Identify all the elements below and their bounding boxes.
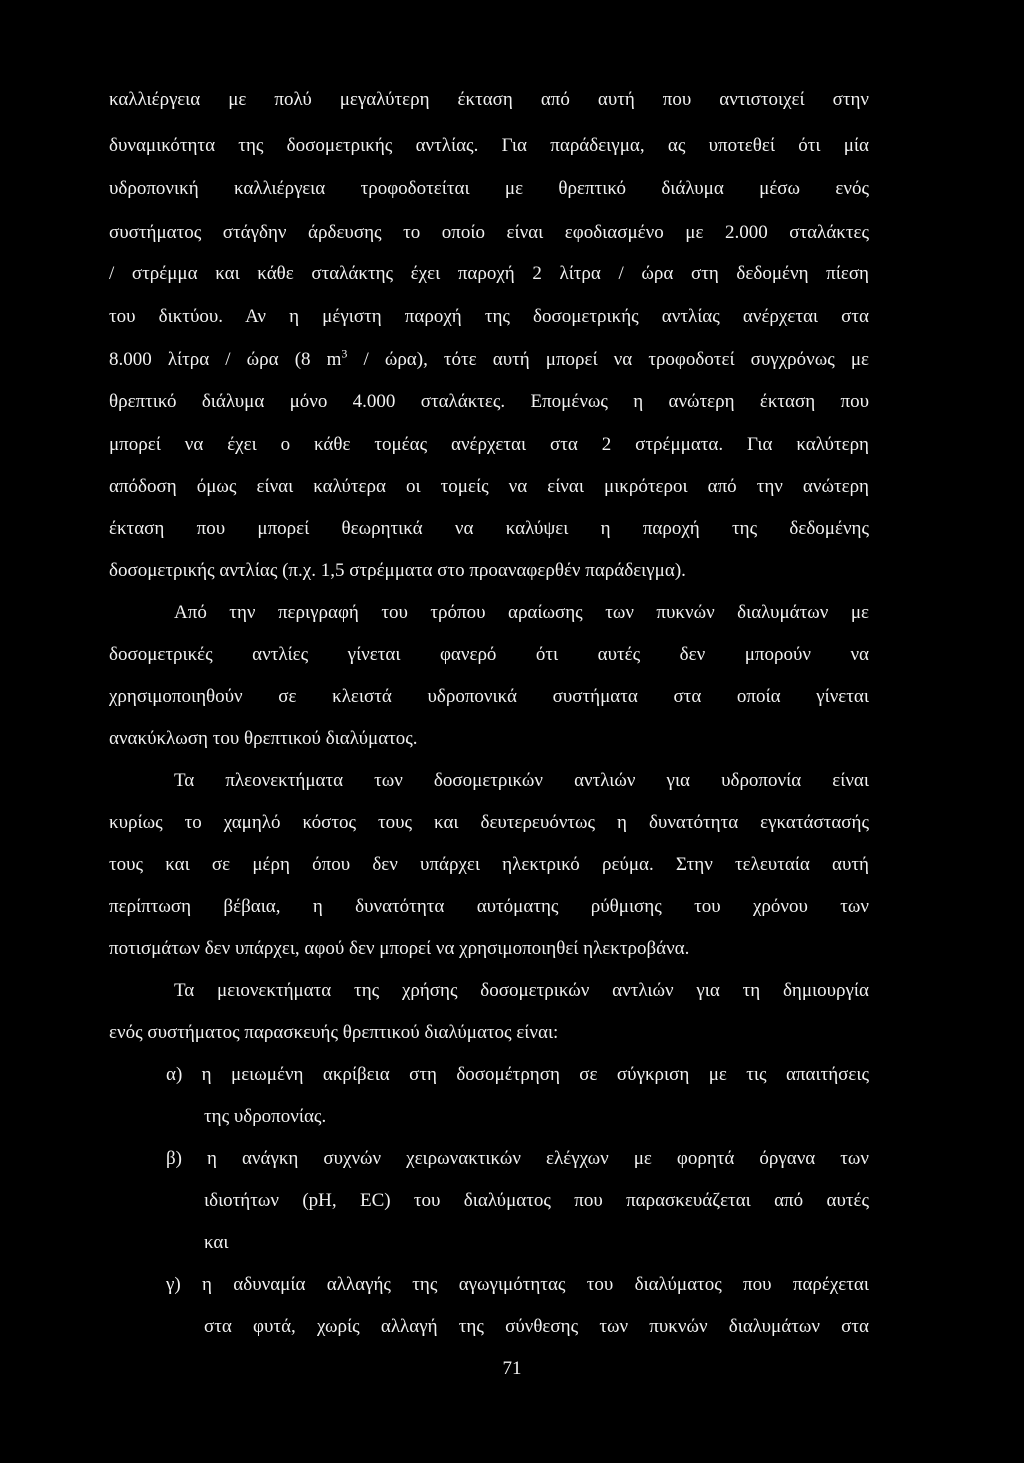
text-line: θρεπτικό διάλυμα μόνο 4.000 σταλάκτες. Επομένως η ανώτερη έκταση που	[109, 391, 869, 412]
text-line: ανακύκλωση του θρεπτικού διαλύματος.	[109, 728, 418, 749]
paragraph-first-line: Τα πλεονεκτήματα των δοσομετρικών αντλιών για υδροπονία είναι	[174, 770, 869, 791]
text-line: τους και σε μέρη όπου δεν υπάρχει ηλεκτρικό ρεύμα. Στην τελευταία αυτή	[109, 854, 869, 875]
text-line: δυναμικότητα της δοσομετρικής αντλίας. Για παράδειγμα, ας υποτεθεί ότι μία	[109, 135, 869, 156]
list-item-a: α) η μειωμένη ακρίβεια στη δοσομέτρηση σε σύγκριση με τις απαιτήσεις	[166, 1064, 869, 1085]
text-line: περίπτωση βέβαια, η δυνατότητα αυτόματης ρύθμισης του χρόνου των	[109, 896, 869, 917]
text-segment: 8.000 λίτρα / ώρα (8 m	[109, 349, 342, 370]
text-line: ποτισμάτων δεν υπάρχει, αφού δεν μπορεί να χρησιμοποιηθεί ηλεκτροβάνα.	[109, 938, 690, 959]
text-line: ενός συστήματος παρασκευής θρεπτικού διαλύματος είναι:	[109, 1022, 559, 1043]
superscript: 3	[341, 346, 348, 361]
text-line: χρησιμοποιηθούν σε κλειστά υδροπονικά συστήματα στα οποία γίνεται	[109, 686, 869, 707]
list-item-b: β) η ανάγκη συχνών χειρωνακτικών ελέγχων με φορητά όργανα των	[166, 1148, 869, 1169]
list-item-c: γ) η αδυναμία αλλαγής της αγωγιμότητας του διαλύματος που παρέχεται	[166, 1274, 869, 1295]
text-line: υδροπονική καλλιέργεια τροφοδοτείται με θρεπτικό διάλυμα μέσω ενός	[109, 178, 869, 199]
text-segment: / ώρα), τότε αυτή μπορεί να τροφοδοτεί συγχρόνως με	[347, 349, 869, 370]
text-line: / στρέμμα και κάθε σταλάκτης έχει παροχή 2 λίτρα / ώρα στη δεδομένη πίεση	[109, 263, 869, 284]
list-item-continuation: ιδιοτήτων (pH, EC) του διαλύματος που παρασκευάζεται από αυτές	[204, 1190, 869, 1211]
text-line: έκταση που μπορεί θεωρητικά να καλύψει η παροχή της δεδομένης	[109, 518, 869, 539]
text-line-with-superscript	[109, 345, 869, 375]
text-line: καλλιέργεια με πολύ μεγαλύτερη έκταση από αυτή που αντιστοιχεί στην	[109, 89, 869, 110]
text-line: μπορεί να έχει ο κάθε τομέας ανέρχεται στα 2 στρέμματα. Για καλύτερη	[109, 434, 869, 455]
list-item-continuation: της υδροπονίας.	[204, 1106, 327, 1127]
text-line: απόδοση όμως είναι καλύτερα οι τομείς να είναι μικρότεροι από την ανώτερη	[109, 476, 869, 497]
list-item-continuation: και	[204, 1232, 229, 1253]
paragraph-first-line: Τα μειονεκτήματα της χρήσης δοσομετρικών αντλιών για τη δημιουργία	[174, 980, 869, 1001]
text-line: δοσομετρικές αντλίες γίνεται φανερό ότι αυτές δεν μπορούν να	[109, 644, 869, 665]
paragraph-first-line: Από την περιγραφή του τρόπου αραίωσης των πυκνών διαλυμάτων με	[174, 602, 869, 623]
page-number: 71	[502, 1358, 522, 1379]
text-line: του δικτύου. Αν η μέγιστη παροχή της δοσομετρικής αντλίας ανέρχεται στα	[109, 306, 869, 327]
text-line: συστήματος στάγδην άρδευσης το οποίο είναι εφοδιασμένο με 2.000 σταλάκτες	[109, 222, 869, 243]
list-item-continuation: στα φυτά, χωρίς αλλαγή της σύνθεσης των πυκνών διαλυμάτων στα	[204, 1316, 869, 1337]
text-line: δοσομετρικής αντλίας (π.χ. 1,5 στρέμματα στο προαναφερθέν παράδειγμα).	[109, 560, 686, 581]
text-line: κυρίως το χαμηλό κόστος τους και δευτερευόντως η δυνατότητα εγκατάστασής	[109, 812, 869, 833]
